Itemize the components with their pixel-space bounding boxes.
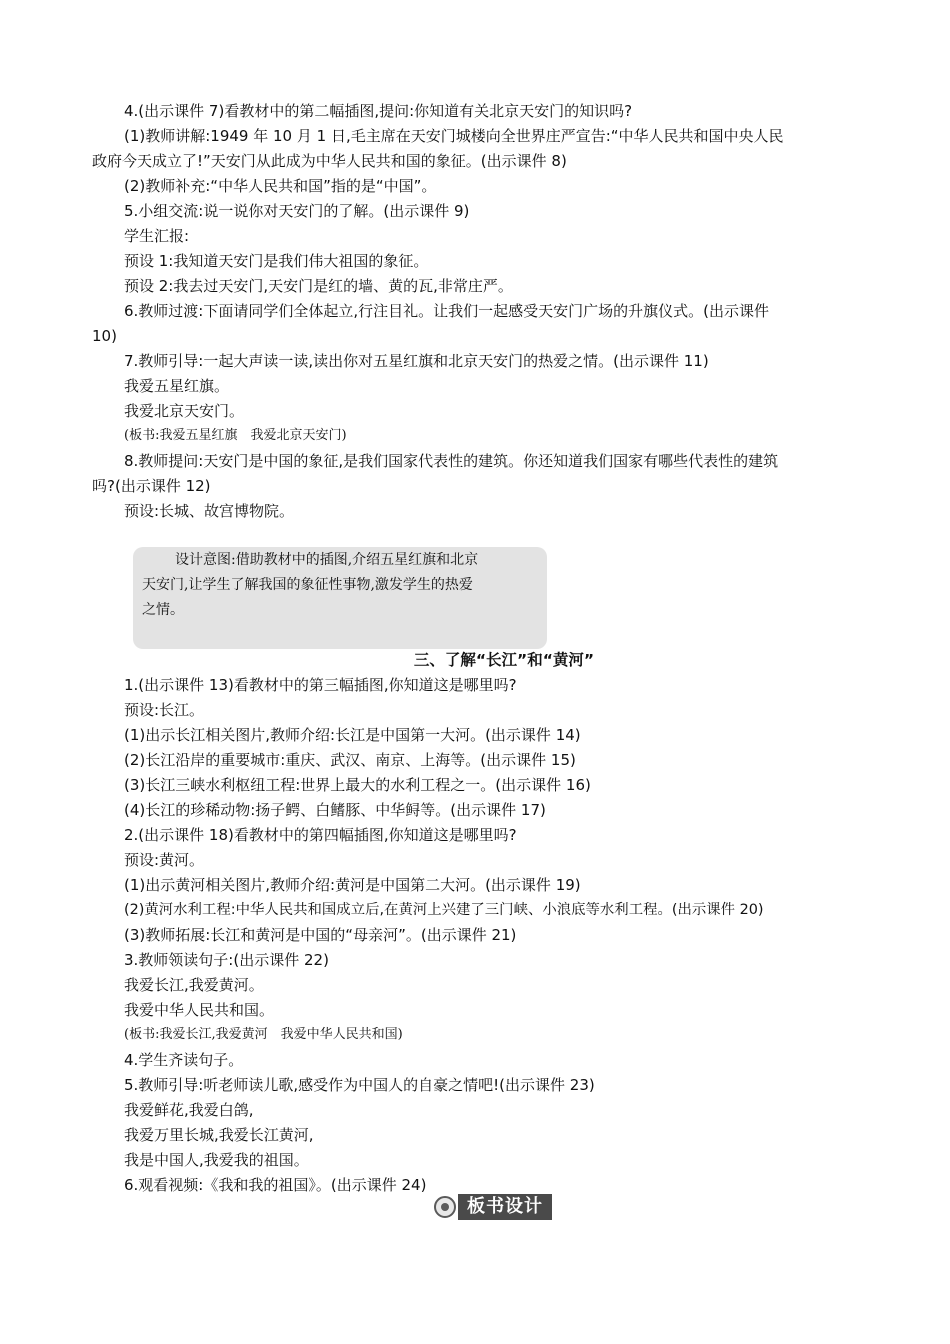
paragraph-line: 6.教师过渡:下面请同学们全体起立,行注目礼。让我们一起感受天安门广场的升旗仪式。(出示课件	[124, 302, 769, 320]
paragraph-line: 3.教师领读句子:(出示课件 22)	[124, 951, 329, 969]
paragraph-line: 预设 1:我知道天安门是我们伟大祖国的象征。	[124, 252, 429, 270]
paragraph-line: 预设:长城、故宫博物院。	[124, 502, 295, 520]
blackboard-note: (板书:我爱五星红旗 我爱北京天安门)	[124, 428, 347, 443]
paragraph-line: 10)	[92, 327, 117, 345]
paragraph-line: 5.教师引导:听老师读儿歌,感受作为中国人的自豪之情吧!(出示课件 23)	[124, 1076, 595, 1094]
section-heading	[0, 650, 950, 670]
paragraph-line: (1)出示黄河相关图片,教师介绍:黄河是中国第二大河。(出示课件 19)	[124, 876, 581, 894]
paragraph-line: 7.教师引导:一起大声读一读,读出你对五星红旗和北京天安门的热爱之情。(出示课件 11)	[124, 352, 709, 370]
poem-line: 我爱万里长城,我爱长江黄河,	[124, 1126, 314, 1144]
paragraph-line: (3)教师拓展:长江和黄河是中国的“母亲河”。(出示课件 21)	[124, 926, 517, 944]
paragraph-line: 4.学生齐读句子。	[124, 1051, 244, 1069]
paragraph-line: 学生汇报:	[124, 227, 190, 245]
paragraph-line: 我爱五星红旗。	[124, 377, 230, 395]
paragraph-line: 我爱中华人民共和国。	[124, 1001, 275, 1019]
paragraph-line: 预设:长江。	[124, 701, 205, 719]
paragraph-line: 6.观看视频:《我和我的祖国》。(出示课件 24)	[124, 1176, 427, 1194]
paragraph-line: 吗?(出示课件 12)	[92, 477, 211, 495]
design-intent-line: 之情。	[142, 602, 184, 618]
paragraph-line: (1)教师讲解:1949 年 10 月 1 日,毛主席在天安门城楼向全世界庄严宣告:“中华人民共和国中央人民	[124, 127, 784, 145]
paragraph-line: (2)教师补充:“中华人民共和国”指的是“中国”。	[124, 177, 437, 195]
section-heading-text: 三、了解“长江”和“黄河”	[413, 651, 595, 669]
paragraph-line: 预设:黄河。	[124, 851, 205, 869]
paragraph-line: 5.小组交流:说一说你对天安门的了解。(出示课件 9)	[124, 202, 470, 220]
paragraph-line: 1.(出示课件 13)看教材中的第三幅插图,你知道这是哪里吗?	[124, 676, 517, 694]
paragraph-line: (1)出示长江相关图片,教师介绍:长江是中国第一大河。(出示课件 14)	[124, 726, 581, 744]
paragraph-line: (2)黄河水利工程:中华人民共和国成立后,在黄河上兴建了三门峡、小浪底等水利工程。(出示课件 20)	[124, 902, 764, 918]
paragraph-line: 2.(出示课件 18)看教材中的第四幅插图,你知道这是哪里吗?	[124, 826, 517, 844]
paragraph-line: 我爱长江,我爱黄河。	[124, 976, 264, 994]
paragraph-line: (2)长江沿岸的重要城市:重庆、武汉、南京、上海等。(出示课件 15)	[124, 751, 576, 769]
board-design-badge	[434, 1194, 552, 1220]
poem-line: 我是中国人,我爱我的祖国。	[124, 1151, 309, 1169]
paragraph-line: 政府今天成立了!”天安门从此成为中华人民共和国的象征。(出示课件 8)	[92, 152, 567, 170]
paragraph-line: (3)长江三峡水利枢纽工程:世界上最大的水利工程之一。(出示课件 16)	[124, 776, 591, 794]
target-icon	[434, 1196, 456, 1218]
paragraph-line: 8.教师提问:天安门是中国的象征,是我们国家代表性的建筑。你还知道我们国家有哪些代表性的建筑	[124, 452, 779, 470]
design-intent-line: 设计意图:借助教材中的插图,介绍五星红旗和北京	[175, 552, 479, 568]
paragraph-line: (4)长江的珍稀动物:扬子鳄、白鳍豚、中华鲟等。(出示课件 17)	[124, 801, 546, 819]
paragraph-line: 4.(出示课件 7)看教材中的第二幅插图,提问:你知道有关北京天安门的知识吗?	[124, 102, 633, 120]
design-intent-line: 天安门,让学生了解我国的象征性事物,激发学生的热爱	[142, 577, 473, 593]
paragraph-line: 预设 2:我去过天安门,天安门是红的墙、黄的瓦,非常庄严。	[124, 277, 513, 295]
paragraph-line: 我爱北京天安门。	[124, 402, 245, 420]
board-design-label: 板书设计	[458, 1194, 552, 1220]
blackboard-note: (板书:我爱长江,我爱黄河 我爱中华人民共和国)	[124, 1027, 403, 1042]
poem-line: 我爱鲜花,我爱白鸽,	[124, 1101, 254, 1119]
